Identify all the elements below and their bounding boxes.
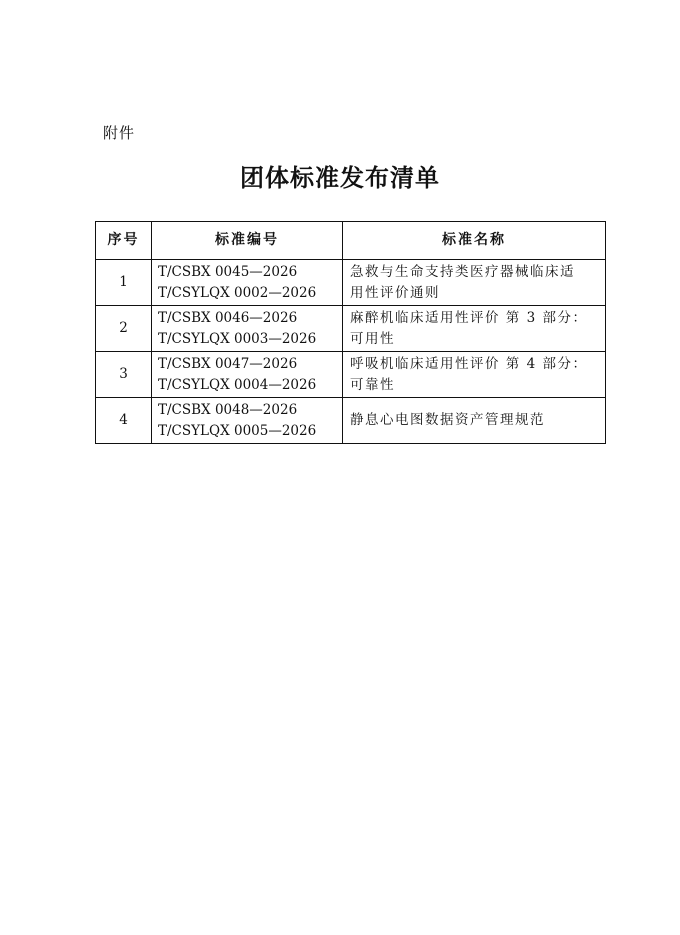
row-index: 2	[96, 306, 152, 352]
row-standard-name	[343, 352, 606, 398]
standards-table	[95, 221, 606, 444]
standard-name-line: 可靠性	[350, 376, 395, 393]
attachment-label: 附件	[103, 124, 136, 142]
standard-name-line: 呼吸机临床适用性评价 第 4 部分：	[350, 355, 588, 372]
table-row	[96, 352, 606, 398]
standard-name-line: 静息心电图数据资产管理规范	[350, 412, 545, 428]
standard-name-line: 麻醉机临床适用性评价 第 3 部分：	[350, 309, 588, 326]
table-row	[96, 306, 606, 352]
row-standard-code	[152, 352, 343, 398]
row-standard-code	[152, 306, 343, 352]
row-index: 4	[96, 398, 152, 444]
table-header-row	[96, 222, 606, 260]
table-row	[96, 398, 606, 444]
standard-code-line: T/CSBX 0046—2026	[158, 309, 298, 326]
standard-code-line: T/CSYLQX 0005—2026	[158, 422, 317, 439]
standard-code-line: T/CSYLQX 0003—2026	[158, 330, 317, 347]
header-standard-code: 标准编号	[152, 222, 343, 260]
row-standard-name	[343, 260, 606, 306]
standard-code-line: T/CSYLQX 0004—2026	[158, 376, 317, 393]
document-title: 团体标准发布清单	[240, 164, 440, 192]
standard-code-line: T/CSBX 0048—2026	[158, 401, 298, 418]
row-standard-code	[152, 398, 343, 444]
row-standard-name	[343, 306, 606, 352]
standard-name-line: 可用性	[350, 330, 395, 347]
row-standard-name	[343, 398, 606, 444]
header-standard-name: 标准名称	[343, 222, 606, 260]
standard-code-line: T/CSBX 0045—2026	[158, 263, 298, 280]
standard-name-line: 急救与生命支持类医疗器械临床适	[350, 263, 575, 280]
row-standard-code	[152, 260, 343, 306]
row-index: 1	[96, 260, 152, 306]
standard-name-line: 用性评价通则	[350, 284, 440, 301]
table-row	[96, 260, 606, 306]
header-index: 序号	[96, 222, 152, 260]
row-index: 3	[96, 352, 152, 398]
standard-code-line: T/CSBX 0047—2026	[158, 355, 298, 372]
standard-code-line: T/CSYLQX 0002—2026	[158, 284, 317, 301]
